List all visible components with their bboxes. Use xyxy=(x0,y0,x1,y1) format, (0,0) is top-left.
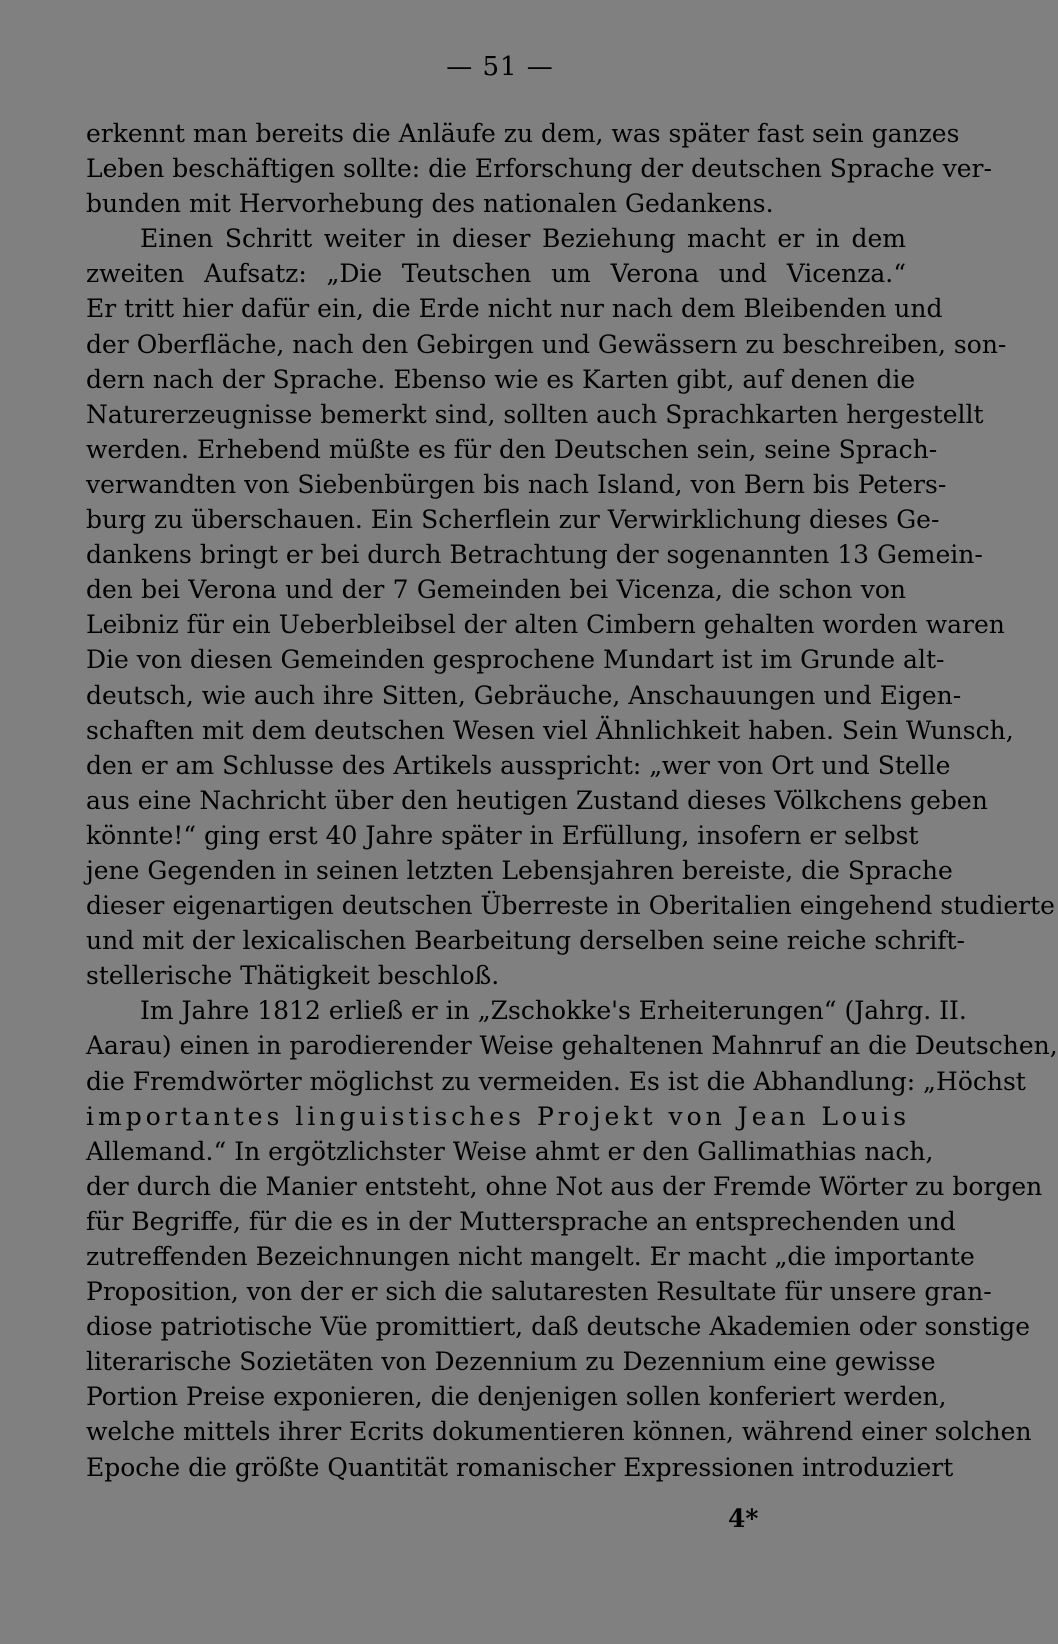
text-line: Leibniz für ein Ueberbleibsel der alten Cimbern gehalten worden waren xyxy=(86,610,1005,640)
text-line: Epoche die größte Quantität romanischer Expressionen introduziert xyxy=(86,1452,954,1482)
text-line: könnte!“ ging erst 40 Jahre später in Erfüllung, insofern er selbst xyxy=(86,820,919,850)
text-line: Er tritt hier dafür ein, die Erde nicht nur nach dem Bleibenden und xyxy=(86,294,943,324)
text-line: deutsch, wie auch ihre Sitten, Gebräuche, Anschauungen und Eigen- xyxy=(86,680,962,710)
text-line: und mit der lexicalischen Bearbeitung derselben seine reiche schrift- xyxy=(86,926,966,956)
text-line: der Oberfläche, nach den Gebirgen und Gewässern zu beschreiben, son- xyxy=(86,329,1007,359)
text-line: verwandten von Siebenbürgen bis nach Island, von Bern bis Peters- xyxy=(86,469,947,499)
text-line: aus eine Nachricht über den heutigen Zustand dieses Völkchens geben xyxy=(86,785,988,815)
text-line: Proposition, von der er sich die salutaresten Resultate für unsere gran- xyxy=(86,1277,992,1307)
text-line: erkennt man bereits die Anläufe zu dem, was später fast sein ganzes xyxy=(86,119,960,148)
text-line: der durch die Manier entsteht, ohne Not aus der Fremde Wörter zu borgen xyxy=(86,1171,1043,1201)
printer-signature-mark: 4* xyxy=(728,1504,759,1533)
text-line: den bei Verona und der 7 Gemeinden bei Vicenza, die schon von xyxy=(86,575,906,605)
text-line: burg zu überschauen. Ein Scherflein zur Verwirklichung dieses Ge- xyxy=(86,505,940,535)
page-number: — 51 — xyxy=(446,52,554,82)
text-line: bunden mit Hervorhebung des nationalen Gedankens. xyxy=(86,189,774,219)
text-line: Einen Schritt weiter in dieser Beziehung macht er in dem xyxy=(140,224,906,254)
body-text xyxy=(86,116,1058,1485)
text-line: werden. Erhebend müßte es für den Deutschen sein, seine Sprach- xyxy=(86,434,938,464)
text-line: Leben beschäftigen sollte: die Erforschung der deutschen Sprache ver- xyxy=(86,154,992,184)
text-line: Portion Preise exponieren, die denjenigen sollen konferiert werden, xyxy=(86,1382,947,1412)
text-line: welche mittels ihrer Ecrits dokumentieren können, während einer solchen xyxy=(86,1417,1032,1447)
text-line: Aarau) einen in parodierender Weise gehaltenen Mahnruf an die Deutschen, xyxy=(86,1031,1058,1061)
text-line: für Begriffe, für die es in der Muttersprache an entsprechenden und xyxy=(86,1206,956,1236)
text-line: zutreffenden Bezeichnungen nicht mangelt. Er macht „die importante xyxy=(86,1242,975,1271)
text-line: dieser eigenartigen deutschen Überreste in Oberitalien eingehend studierte xyxy=(86,891,1055,921)
text-line: Die von diesen Gemeinden gesprochene Mundart ist im Grunde alt- xyxy=(86,645,945,675)
text-line: zweiten Aufsatz: „Die Teutschen um Verona und Vicenza.“ xyxy=(86,259,906,289)
text-line: dern nach der Sprache. Ebenso wie es Karten gibt, auf denen die xyxy=(86,364,916,394)
text-line: literarische Sozietäten von Dezennium zu Dezennium eine gewisse xyxy=(86,1347,936,1377)
text-line: diose patriotische Vüe promittiert, daß deutsche Akademien oder sonstige xyxy=(86,1312,1031,1342)
text-line: stellerische Thätigkeit beschloß. xyxy=(86,961,500,991)
text-line: dankens bringt er bei durch Betrachtung der sogenannten 13 Gemein- xyxy=(86,540,983,570)
text-line: den er am Schlusse des Artikels ausspricht: „wer von Ort und Stelle xyxy=(86,750,951,780)
text-line: schaften mit dem deutschen Wesen viel Ähnlichkeit haben. Sein Wunsch, xyxy=(86,715,1014,745)
text-line: die Fremdwörter möglichst zu vermeiden. Es ist die Abhandlung: „Höchst xyxy=(86,1066,1026,1096)
text-line: Allemand.“ In ergötzlichster Weise ahmt er den Gallimathias nach, xyxy=(86,1136,934,1166)
text-line: importantes linguistisches Projekt von Jean Louis xyxy=(86,1101,911,1131)
text-line: Im Jahre 1812 erließ er in „Zschokke's Erheiterungen“ (Jahrg. II. xyxy=(140,996,967,1026)
text-line: Naturerzeugnisse bemerkt sind, sollten auch Sprachkarten hergestellt xyxy=(86,399,984,429)
text-line: jene Gegenden in seinen letzten Lebensjahren bereiste, die Sprache xyxy=(86,855,953,885)
